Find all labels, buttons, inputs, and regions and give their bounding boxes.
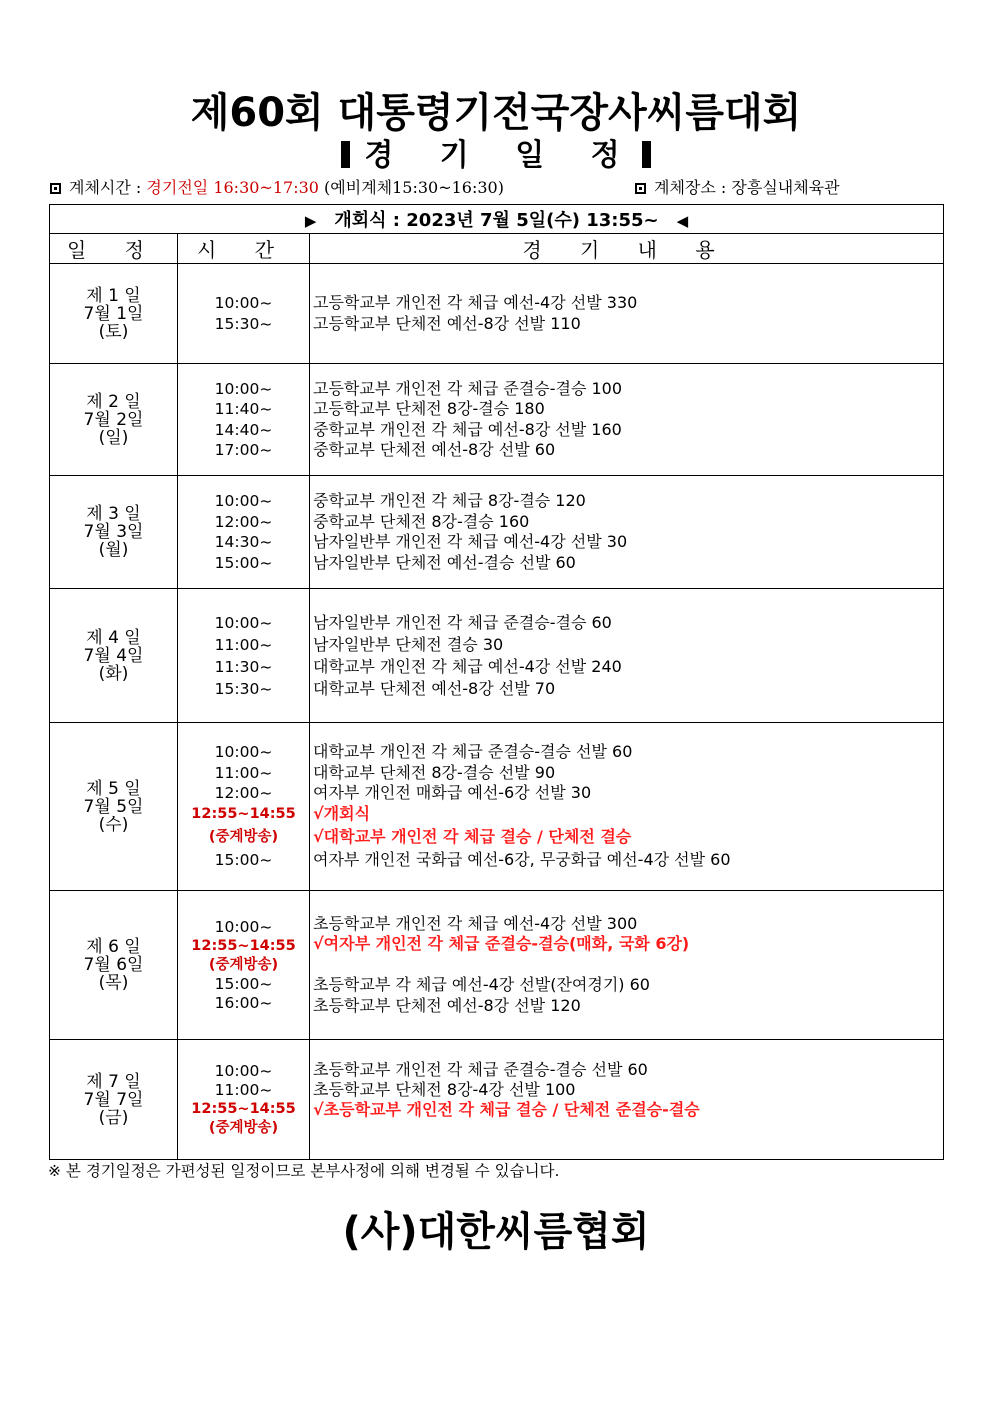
event-entry: 초등학교부 개인전 각 체급 준결승-결승 선발 60 [313, 1059, 648, 1079]
event-entry: 고등학교부 개인전 각 체급 준결승-결승 100 [313, 378, 623, 398]
day-weekday: (수) [98, 814, 129, 835]
venue-name: 장흥실내체육관 [731, 178, 840, 197]
event-entry: 초등학교부 단체전 8강-4강 선발 100 [313, 1079, 576, 1099]
time-entry: 12:00~ [214, 784, 273, 803]
broadcast-label: (중계방송) [208, 956, 279, 973]
time-cell [178, 723, 310, 891]
event-entry: 대학교부 단체전 예선-8강 선발 70 [313, 678, 556, 698]
time-entry: 11:00~ [214, 763, 273, 782]
day-number: 제 1 일 [86, 285, 141, 306]
header-content: 경 기 내 용 [310, 234, 944, 264]
time-entry: 12:00~ [214, 512, 273, 531]
time-entry: 15:30~ [214, 314, 273, 333]
day-cell [50, 589, 178, 723]
event-entry: 여자부 개인전 국화급 예선-6강, 무궁화급 예선-4강 선발 60 [313, 850, 731, 870]
time-entry: 17:00~ [214, 441, 273, 459]
day-cell [50, 723, 178, 891]
table-row [50, 891, 944, 1040]
table-row [50, 589, 944, 723]
time-entry: 10:00~ [214, 613, 273, 632]
day-cell [50, 364, 178, 476]
organizer-name: (사)대한씨름협회 [342, 1209, 650, 1255]
event-entry: 초등학교부 개인전 각 체급 예선-4강 선발 300 [313, 913, 638, 933]
day-date: 7월 4일 [83, 645, 144, 666]
event-entry: 고등학교부 단체전 예선-8강 선발 110 [313, 313, 581, 333]
broadcast-label: (중계방송) [208, 829, 279, 846]
bar-left-icon [341, 141, 350, 168]
event-entry: 중학교부 개인전 각 체급 8강-결승 120 [313, 491, 586, 510]
event-entry: 남자일반부 개인전 각 체급 예선-4강 선발 30 [313, 532, 628, 551]
time-cell [178, 264, 310, 364]
day-date: 7월 2일 [83, 409, 144, 430]
time-entry: 16:00~ [214, 993, 273, 1012]
day-cell [50, 891, 178, 1040]
event-entry-highlight: √대학교부 개인전 각 체급 결승 / 단체전 결승 [313, 827, 632, 847]
venue-label: 계체장소 : [654, 178, 727, 197]
time-entry: 10:00~ [214, 294, 273, 312]
venue-info [635, 176, 840, 200]
table-row [50, 723, 944, 891]
content-cell [310, 264, 944, 364]
day-date: 7월 6일 [83, 955, 144, 975]
time-entry: 11:40~ [214, 400, 273, 418]
opening-ceremony-cell [50, 205, 944, 234]
broadcast-label: (중계방송) [208, 1119, 279, 1136]
arrow-right-icon: ▶ [304, 212, 317, 230]
table-row [50, 476, 944, 589]
event-entry: 초등학교부 각 체급 예선-4강 선발(잔여경기) 60 [313, 975, 650, 995]
spacer [313, 1120, 943, 1140]
opening-ceremony-row [50, 205, 944, 234]
day-number: 제 3 일 [86, 504, 141, 524]
schedule-subtitle [0, 136, 992, 176]
event-entry: 고등학교부 개인전 각 체급 예선-4강 선발 330 [313, 293, 638, 312]
broadcast-time: 12:55~14:55 [191, 805, 296, 822]
event-entry: 중학교부 개인전 각 체급 예선-8강 선발 160 [313, 419, 622, 439]
weigh-label: 계체시간 : [69, 178, 142, 197]
table-header-row [50, 234, 944, 264]
time-entry: 10:00~ [214, 743, 273, 762]
day-number: 제 7 일 [86, 1071, 141, 1092]
schedule-table [49, 204, 944, 1160]
time-cell [178, 589, 310, 723]
arrow-left-icon: ◀ [676, 212, 689, 230]
content-cell [310, 589, 944, 723]
header-time: 시 간 [178, 234, 310, 264]
opening-ceremony-text: 개회식 : 2023년 7월 5일(수) 13:55~ [334, 210, 659, 231]
time-entry: 11:00~ [214, 635, 273, 654]
spacer [313, 955, 943, 976]
time-cell [178, 476, 310, 589]
weigh-time: 경기전일 16:30~17:30 [146, 178, 319, 197]
day-cell [50, 1040, 178, 1160]
time-entry: 10:00~ [214, 1061, 273, 1080]
time-entry: 15:00~ [214, 851, 273, 870]
day-cell [50, 264, 178, 364]
time-entry: 10:00~ [214, 379, 273, 398]
event-entry: 고등학교부 단체전 8강-결승 180 [313, 399, 545, 418]
event-entry: 대학교부 개인전 각 체급 준결승-결승 선발 60 [313, 742, 633, 762]
time-cell [178, 364, 310, 476]
content-cell [310, 1040, 944, 1160]
event-entry: 남자일반부 단체전 결승 30 [313, 634, 504, 654]
event-entry-highlight: √개회식 [313, 803, 371, 823]
day-date: 7월 7일 [83, 1089, 144, 1110]
event-entry: 중학교부 단체전 예선-8강 선발 60 [313, 440, 556, 459]
subtitle-text: 경 기 일 정 [364, 138, 638, 173]
day-weekday: (일) [98, 427, 129, 448]
day-number: 제 5 일 [86, 778, 141, 799]
table-row [50, 1040, 944, 1160]
time-cell [178, 1040, 310, 1160]
day-number: 제 2 일 [86, 391, 141, 412]
event-entry: 남자일반부 개인전 각 체급 준결승-결승 60 [313, 612, 612, 632]
time-entry: 14:40~ [214, 420, 273, 439]
weigh-prelim: (예비계체15:30~16:30) [324, 178, 504, 197]
header-schedule: 일 정 [50, 234, 178, 264]
day-weekday: (월) [98, 540, 129, 560]
square-bullet-icon [635, 183, 646, 194]
event-entry-highlight: √초등학교부 개인전 각 체급 결승 / 단체전 준결승-결승 [313, 1099, 700, 1119]
day-weekday: (목) [98, 973, 129, 993]
time-entry: 10:00~ [214, 492, 273, 510]
time-entry: 15:00~ [214, 553, 273, 572]
square-bullet-icon [50, 183, 61, 194]
event-entry: 대학교부 개인전 각 체급 예선-4강 선발 240 [313, 656, 622, 676]
content-cell [310, 476, 944, 589]
table-row [50, 264, 944, 364]
content-cell [310, 891, 944, 1040]
time-entry: 11:00~ [214, 1080, 273, 1099]
table-row [50, 364, 944, 476]
event-entry: 대학교부 단체전 8강-결승 선발 90 [313, 762, 556, 782]
day-cell [50, 476, 178, 589]
event-entry: 초등학교부 단체전 예선-8강 선발 120 [313, 995, 581, 1015]
broadcast-time: 12:55~14:55 [191, 1100, 296, 1117]
day-number: 제 4 일 [86, 627, 141, 648]
event-entry: 남자일반부 단체전 예선-결승 선발 60 [313, 552, 576, 572]
broadcast-time: 12:55~14:55 [191, 937, 296, 954]
day-date: 7월 5일 [83, 796, 144, 817]
event-entry: 중학교부 단체전 8강-결승 160 [313, 511, 530, 531]
bar-right-icon [642, 141, 651, 168]
time-entry: 10:00~ [214, 917, 273, 936]
day-date: 7월 1일 [83, 303, 144, 324]
page-title: 제60회 대통령기전국장사씨름대회 [190, 90, 802, 136]
time-entry: 11:30~ [214, 657, 273, 676]
time-cell [178, 891, 310, 1040]
day-weekday: (화) [98, 663, 129, 684]
day-number: 제 6 일 [86, 937, 141, 957]
schedule-note: ※ 본 경기일정은 가편성된 일정이므로 본부사정에 의해 변경될 수 있습니다. [48, 1162, 560, 1180]
day-date: 7월 3일 [83, 522, 144, 542]
content-cell [310, 723, 944, 891]
time-entry: 15:00~ [214, 974, 273, 993]
content-cell [310, 364, 944, 476]
event-entry-highlight: √여자부 개인전 각 체급 준결승-결승(매화, 국화 6강) [313, 934, 690, 954]
day-weekday: (토) [98, 321, 129, 342]
day-weekday: (금) [98, 1107, 129, 1128]
weigh-in-info [50, 176, 950, 200]
time-entry: 14:30~ [214, 533, 273, 551]
time-entry: 15:30~ [214, 679, 273, 698]
event-entry: 여자부 개인전 매화급 예선-6강 선발 30 [313, 783, 592, 803]
